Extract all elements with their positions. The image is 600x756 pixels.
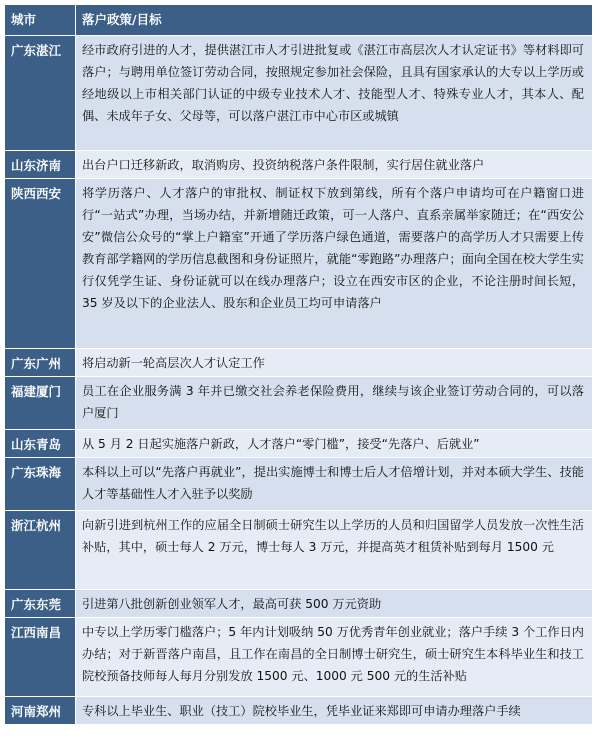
- city-cell: 浙江杭州: [5, 511, 76, 590]
- header-policy: 落户政策/目标: [76, 5, 593, 36]
- city-cell: 江西南昌: [5, 618, 76, 697]
- policy-cell: 将启动新一轮高层次人才认定工作: [76, 349, 593, 377]
- policy-cell: 将学历落户、人才落户的审批权、制证权下放到第线，所有个落户申请均可在户籍窗口进行“一站式”办理，当场办结，并新增随迁政策，可一人落户、直系亲属举家随迁；在“西安公安”微信公众号的“掌上户籍室”开通了学历落户绿色通道，需要落户的高学历人才只需要上传教育部学籍网的学历信息截图和身份证照片，就能“零跑路”办理落户；面向全国在校大学生实行仅凭学生证、身份证就可以在线办理落户；设立在西安市区的企业，不论注册时间长短，35 岁及以下的企业法人、股东和企业员工均可申请落户: [76, 179, 593, 349]
- table-header: [5, 5, 593, 36]
- policy-cell: 员工在企业服务满 3 年并已缴交社会养老保险费用，继续与该企业签订劳动合同的，可以落户厦门: [76, 377, 593, 430]
- city-cell: 河南郑州: [5, 697, 76, 725]
- policy-cell: 本科以上可以“先落户再就业”，提出实施博士和博士后人才倍增计划，并对本硕大学生、技能人才等基础性人才入驻予以奖励: [76, 458, 593, 511]
- policy-cell: 中专以上学历零门槛落户；5 年内计划吸纳 50 万优秀青年创业就业；落户手续 3 个工作日内办结；对于新晋落户南昌，且工作在南昌的全日制博士研究生，硕士研究生本科毕业生和技工院校预备技师每人每月分别发放 1500 元、1000 元 500 元的生活补贴: [76, 618, 593, 697]
- table-row: [5, 511, 593, 590]
- table-row: [5, 349, 593, 377]
- header-city: 城市: [5, 5, 76, 36]
- policy-cell: 向新引进到杭州工作的应届全日制硕士研究生以上学历的人员和归国留学人员发放一次性生活补贴，其中，硕士每人 2 万元，博士每人 3 万元，并提高英才租赁补贴到每月 1500 元: [76, 511, 593, 590]
- city-cell: 山东青岛: [5, 430, 76, 458]
- table-row: [5, 458, 593, 511]
- table-row: [5, 697, 593, 725]
- city-cell: 山东济南: [5, 151, 76, 179]
- policy-cell: 出台户口迁移新政，取消购房、投资纳税落户条件限制，实行居住就业落户: [76, 151, 593, 179]
- table-row: [5, 590, 593, 618]
- table-row: [5, 151, 593, 179]
- table-row: [5, 36, 593, 151]
- city-cell: 广东湛江: [5, 36, 76, 151]
- table-row: [5, 430, 593, 458]
- policy-table: [4, 4, 593, 725]
- table-row: [5, 179, 593, 349]
- city-cell: 福建厦门: [5, 377, 76, 430]
- table-row: [5, 618, 593, 697]
- table-row: [5, 377, 593, 430]
- policy-cell: 专科以上毕业生、职业（技工）院校毕业生，凭毕业证来郑即可申请办理落户手续: [76, 697, 593, 725]
- policy-cell: 从 5 月 2 日起实施落户新政，人才落户“零门槛”，接受“先落户、后就业”: [76, 430, 593, 458]
- city-cell: 广东广州: [5, 349, 76, 377]
- city-cell: 陕西西安: [5, 179, 76, 349]
- city-cell: 广东东莞: [5, 590, 76, 618]
- city-cell: 广东珠海: [5, 458, 76, 511]
- policy-cell: 经市政府引进的人才，提供湛江市人才引进批复或《湛江市高层次人才认定证书》等材料即可落户；与聘用单位签订劳动合同，按照规定参加社会保险，且具有国家承认的大专以上学历或经地级以上市相关部门认证的中级专业技术人才、技能型人才、特殊专业人才，其本人、配偶、未成年子女、父母等，可以落户湛江市中心市区或城镇: [76, 36, 593, 151]
- policy-cell: 引进第八批创新创业领军人才，最高可获 500 万元资助: [76, 590, 593, 618]
